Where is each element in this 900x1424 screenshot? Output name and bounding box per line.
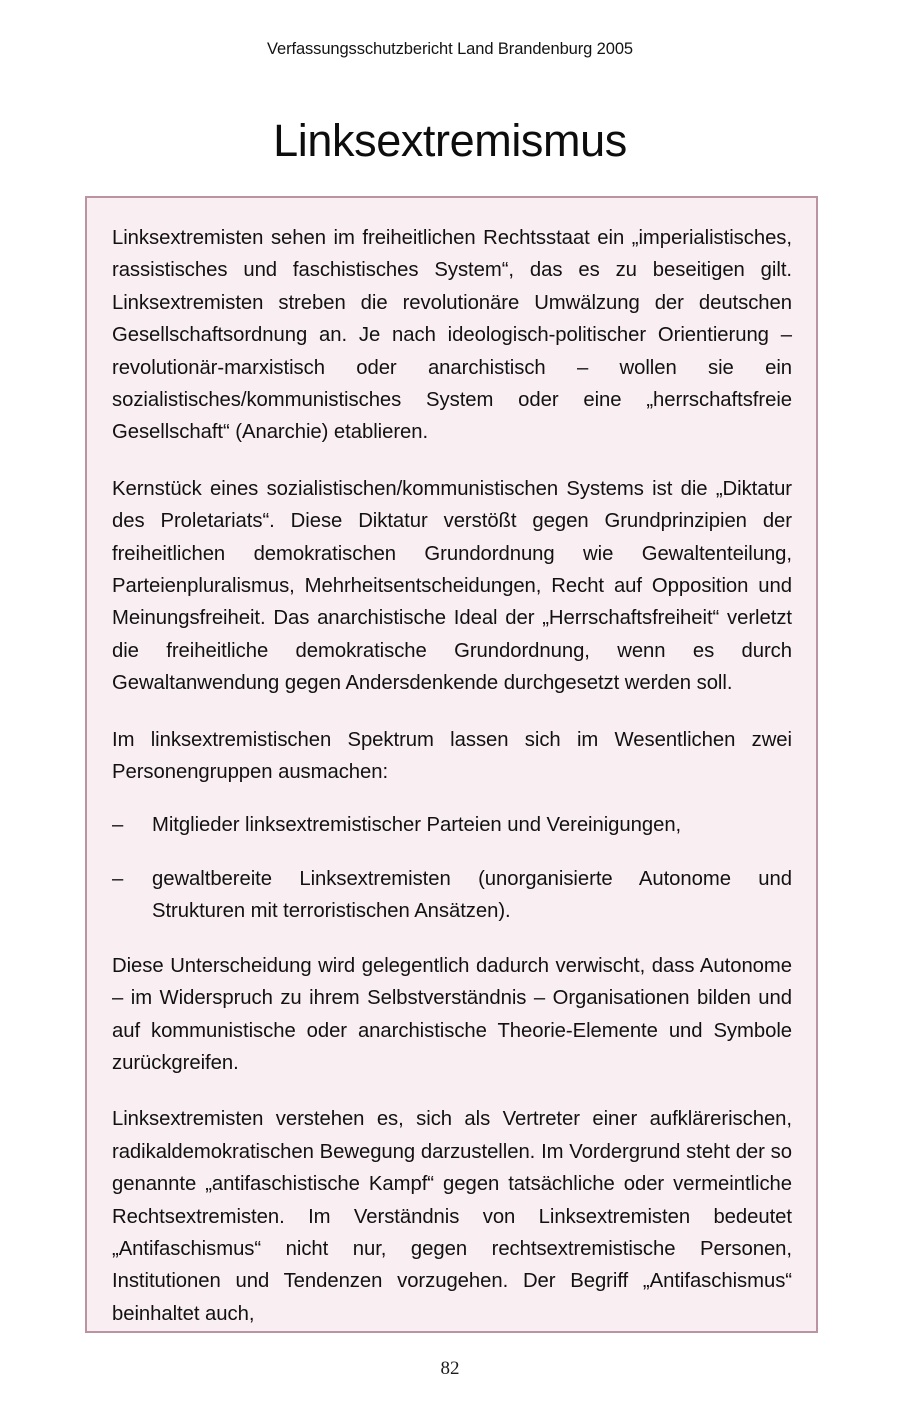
content-box-inner [87, 198, 816, 1330]
paragraph-blurred-distinction: Diese Unterscheidung wird gelegentlich dadurch verwischt, dass Autonome – im Widerspruch zu ihrem Selbstverständnis – Organisationen bilden und auf kommunistische oder anarchistische Theorie-Elemente und Symbole zurückgreifen. [112, 954, 792, 1074]
dash-bullet-icon: – [112, 867, 124, 890]
running-header: Verfassungsschutzbericht Land Brandenburg 2005 [267, 40, 633, 58]
paragraph-definition-left-extremism: Linksextremisten sehen im freiheitlichen Rechtsstaat ein „imperialistisches, rassistisches und faschistisches System“, das es zu beseitigen gilt. Linksextremisten streben die revolutionäre Umwälzung der deutschen Gesellschaftsordnung an. Je nach ideologisch-politischer Orientierung – revolutionär-marxistisch oder anarchistisch – wollen sie ein sozialistisches/kommunistisches System oder eine „herrschaftsfreie Gesellschaft“ (Anarchie) etablieren. [112, 227, 792, 444]
page-number: 82 [440, 1358, 460, 1379]
list-item-label: gewaltbereite Linksextremisten (unorganisierte Autonome und Strukturen mit terroristischen Ansätzen). [152, 867, 792, 923]
paragraph-two-person-groups-intro: Im linksextremistischen Spektrum lassen sich im Wesentlichen zwei Personengruppen ausmachen: [112, 728, 792, 784]
list-item [112, 809, 792, 841]
paragraph-antifascism: Linksextremisten verstehen es, sich als Vertreter einer aufklärerischen, radikaldemokratischen Bewegung darzustellen. Im Vordergrund steht der so genannte „antifaschistische Kampf“ gegen tatsächliche oder vermeintliche Rechtsextremisten. Im Verständnis von Linksextremisten bedeutet „Antifaschismus“ nicht nur, gegen rechtsextremistische Personen, Institutionen und Tendenzen vorzugehen. Der Begriff „Antifaschismus“ beinhaltet auch, [112, 1108, 792, 1325]
highlighted-content-box [85, 196, 818, 1333]
person-groups-list [112, 809, 792, 928]
list-item-label: Mitglieder linksextremistischer Parteien und Vereinigungen, [152, 813, 682, 836]
page-title: Linksextremismus [273, 115, 627, 167]
paragraph-dictatorship-proletariat: Kernstück eines sozialistischen/kommunistischen Systems ist die „Diktatur des Proletariats“. Diese Diktatur verstößt gegen Grundprinzipien der freiheitlichen demokratischen Grundordnung wie Gewaltenteilung, Parteienpluralismus, Mehrheitsentscheidungen, Recht auf Opposition und Meinungsfreiheit. Das anarchistische Ideal der „Herrschaftsfreiheit“ verletzt die freiheitliche demokratische Grundordnung, wenn es durch Gewaltanwendung gegen Andersdenkende durchgesetzt werden soll. [112, 477, 792, 695]
list-item [112, 863, 792, 928]
dash-bullet-icon: – [112, 813, 124, 836]
